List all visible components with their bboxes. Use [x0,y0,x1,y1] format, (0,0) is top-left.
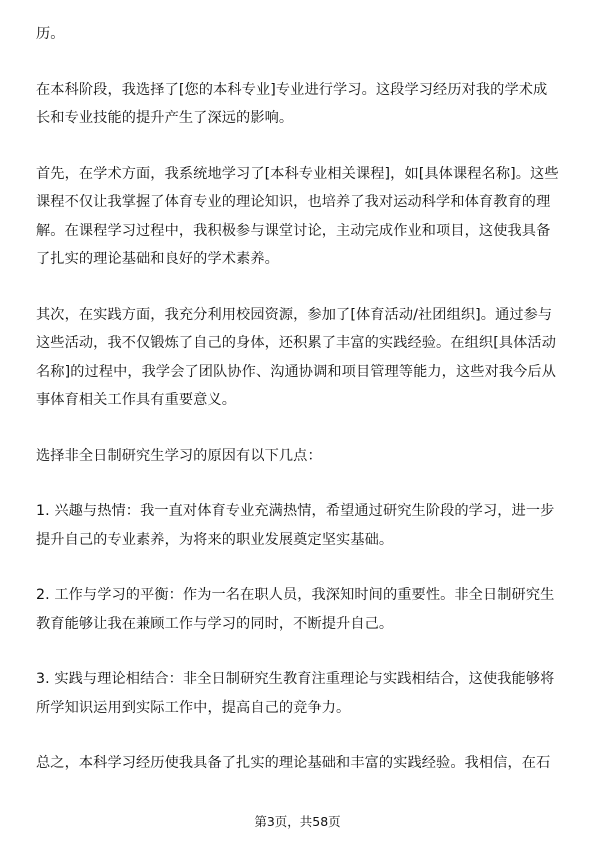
paragraph-gap [36,638,559,665]
paragraph-continuation: 历。 [36,26,65,42]
paragraph-reasons-intro: 选择非全日制研究生学习的原因有以下几点： [36,447,322,464]
paragraph-gap [36,470,559,497]
paragraph-gap [36,415,559,442]
paragraph-gap [36,554,559,581]
document-body [36,20,559,778]
paragraph-gap [36,274,559,301]
paragraph-reason-1: 1. 兴趣与热情：我一直对体育专业充满热情，希望通过研究生阶段的学习，进一步 提升自己的专业素养，为将来的职业发展奠定坚实基础。 [36,503,555,548]
paragraph-gap [36,722,559,749]
paragraph-gap [36,49,559,76]
paragraph-undergraduate-stage: 在本科阶段，我选择了[您的本科专业]专业进行学习。这段学习经历对我的学术成 长和专业技能的提升产生了深远的影响。 [36,81,548,126]
paragraph-reason-2: 2. 工作与学习的平衡：作为一名在职人员，我深知时间的重要性。非全日制研究生 教育能够让我在兼顾工作与学习的同时，不断提升自己。 [36,587,555,632]
paragraph-academic-aspect: 首先，在学术方面，我系统地学习了[本科专业相关课程]，如[具体课程名称]。这些 课程不仅让我掌握了体育专业的理论知识，也培养了我对运动科学和体育教育的理 解。在课程学习过程中，我积极参与课堂讨论，主动完成作业和项目，这使我具备 了扎实的理论基础和良好的学术素养。 [36,165,559,267]
paragraph-conclusion: 总之，本科学习经历使我具备了扎实的理论基础和丰富的实践经验。我相信，在石 [36,755,551,771]
paragraph-gap [36,133,559,160]
paragraph-reason-3: 3. 实践与理论相结合：非全日制研究生教育注重理论与实践相结合，这使我能够将 所学知识运用到实际工作中，提高自己的竞争力。 [36,671,555,716]
page-number-footer: 第3页，共58页 [254,814,341,829]
paragraph-practice-aspect: 其次，在实践方面，我充分利用校园资源，参加了[体育活动/社团组织]。通过参与 这些活动，我不仅锻炼了自己的身体，还积累了丰富的实践经验。在组织[具体活动 名称]的过程中，我学会了团队协作、沟通协调和项目管理等能力，这些对我今后从 事体育相关工作具有重要意义。 [36,306,556,408]
